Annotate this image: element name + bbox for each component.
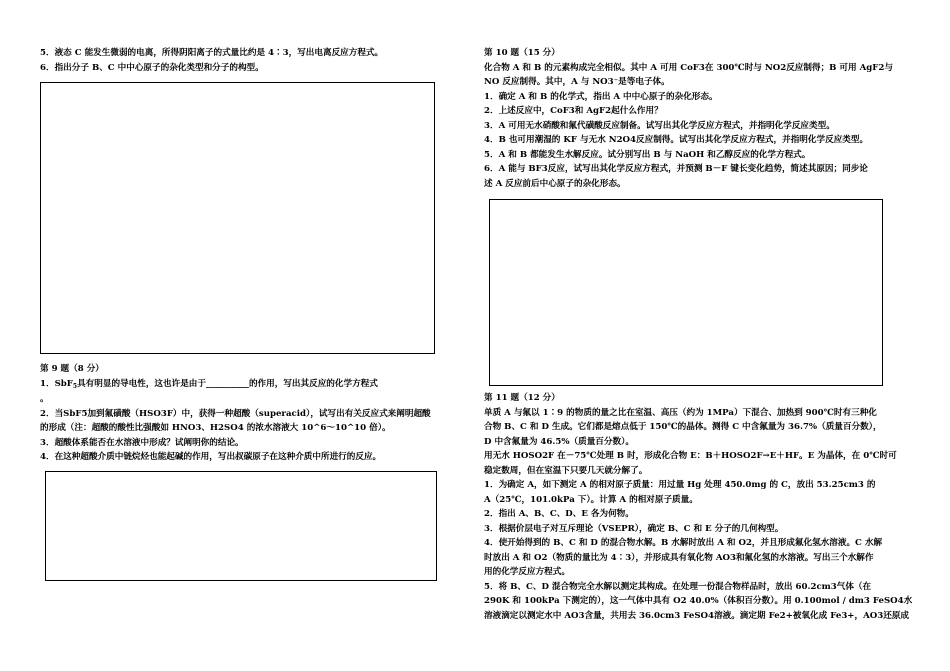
left-column (40, 46, 440, 581)
q10-item-3: 3．A 可用无水硝酸和氟代磺酸反应制备。试写出其化学反应方程式，并指明化学反应类型。 (484, 120, 835, 131)
q9-item-2-cont: 的形成（注：超酸的酸性比强酸如 HNO3、H2SO4 的浓水溶液大 10^6～10^10 倍）。 (40, 423, 391, 433)
q10-item-2: 2．上述反应中，CoF3和 AgF2起什么作用？ (484, 106, 663, 116)
q9-item-1: 1．SbF$_5$具有明显的导电性，这也许是由于__________的作用，写出其反应的化学方程式 (40, 378, 378, 390)
q11-intro-2: 合物 B、C 和 D 生成。它们都是熔点低于 150℃的晶体。测得 C 中含氟量为 36.7%（质量百分数）， (484, 422, 882, 432)
q11-item-1-cont: A（25℃，101.0kPa 下）。计算 A 的相对原子质量。 (484, 494, 698, 505)
q11-item-4: 4．使开始得到的 B、C 和 D 的混合物水解。B 水解时放出 A 和 O2，并且形成氟化氢水溶液。C 水解 (484, 538, 883, 548)
q11-item-4-end: 用的化学反应方程式。 (484, 567, 570, 577)
q11-item-4-cont: 时放出 A 和 O2（物质的量比为 4∶3），并形成具有氧化物 AO3和氟化氢的水溶液。写出三个水解作 (484, 552, 874, 563)
q10-item-4: 4．B 也可用潮湿的 KF 与无水 N2O4反应制得。试写出其化学反应方程式，并指明化学反应类型。 (484, 135, 869, 145)
q8-item-6: 6．指出分子 B、C 中中心原子的杂化类型和分子的构型。 (40, 62, 264, 73)
q9-item-3: 3．超酸体系能否在水溶液中形成？试阐明你的结论。 (40, 437, 244, 448)
q11-item-2: 2．指出 A、B、C、D、E 各为何物。 (484, 509, 634, 519)
q11-title: 第 11 题（12 分） (484, 393, 560, 403)
q10-item-1: 1．确定 A 和 B 的化学式，指出 A 中中心原子的杂化形态。 (484, 91, 718, 102)
q11-intro-3: D 中含氟量为 46.5%（质量百分数）。 (484, 436, 634, 447)
q8-item-5: 5．液态 C 能发生微弱的电离，所得阴阳离子的式量比约是 4∶3，写出电离反应方程式。 (40, 48, 384, 58)
q11-item-1: 1．为确定 A，如下测定 A 的相对原子质量：用过量 Hg 处理 450.0mg 的 C，放出 53.25cm3 的 (484, 480, 876, 490)
q9-title: 第 9 题（8 分） (40, 364, 104, 374)
q11-item-5: 5．将 B、C、D 混合物完全水解以测定其构成。在处理一份混合物样品时，放出 60.2cm3气体（在 (484, 581, 872, 592)
q10-item-6: 6．A 能与 BF3反应，试写出其化学反应方程式，并预测 B－F 键长变化趋势，简述其原因；同步论 (484, 164, 868, 174)
q10-intro-2: NO 反应制得。其中，A 与 NO3⁻是等电子体。 (484, 77, 670, 87)
right-column (484, 46, 913, 623)
q10-title: 第 10 题（15 分） (484, 48, 560, 58)
q11-intro-5: 稳定数周，但在室温下只要几天就分解了。 (484, 465, 648, 476)
q9-item-4: 4．在这种超酸介质中链烷烃也能起碱的作用，写出叔碳原子在这种介质中所进行的反应。 (40, 452, 382, 462)
q11-intro-4: 用无水 HOSO2F 在－75℃处理 B 时，形成化合物 E：B＋HOSO2F→E＋HF。E 为晶体，在 0℃时可 (484, 451, 897, 461)
answer-box-q10[interactable] (489, 199, 883, 386)
q11-item-3: 3．根据价层电子对互斥理论（VSEPR），确定 B、C 和 E 分子的几何构型。 (484, 523, 784, 534)
q11-item-5-end: 溶液滴定以测定水中 AO3含量，共用去 36.0cm3 FeSO4溶液。滴定期 Fe2+被氧化成 Fe3+，AO3还原成 (484, 610, 910, 621)
answer-box-q9[interactable] (45, 471, 437, 581)
answer-box-q8[interactable] (40, 82, 435, 354)
q11-item-5-cont: 290K 和 100kPa 下测定的），这一气体中具有 O2 40.0%（体积百分数）。用 0.100mol / dm3 FeSO4水 (484, 596, 913, 606)
q10-item-6-cont: 述 A 反应前后中心原子的杂化形态。 (484, 178, 626, 189)
q9-item-1-end: 。 (40, 394, 49, 404)
q10-intro-1: 化合物 A 和 B 的元素构成完全相似。其中 A 可用 CoF3在 300℃时与 NO2反应制得；B 可用 AgF2与 (484, 62, 893, 73)
q10-item-5: 5．A 和 B 都能发生水解反应。试分别写出 B 与 NaOH 和乙醇反应的化学方程式。 (484, 149, 811, 160)
q9-item-2: 2．当SbF5加到氟磺酸（HSO3F）中，获得一种超酸（superacid），试写出有关反应式来阐明超酸 (40, 408, 431, 419)
q11-intro-1: 单质 A 与氟以 1∶9 的物质的量之比在室温、高压（约为 1MPa）下混合、加热到 900℃时有三种化 (484, 407, 877, 418)
